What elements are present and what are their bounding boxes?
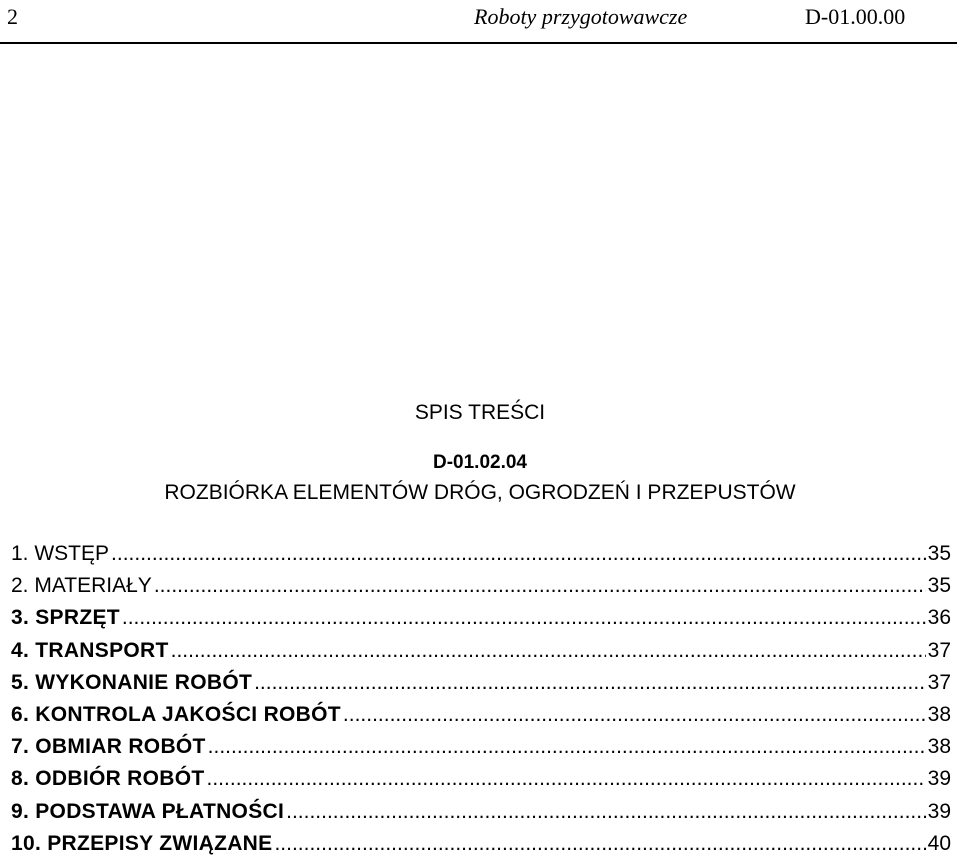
toc-entry-page: 36	[927, 606, 951, 630]
toc-entry-page: 38	[927, 735, 951, 759]
toc-entry-wykonanie-robot[interactable]	[11, 667, 951, 699]
toc-entry-page: 35	[927, 542, 951, 565]
table-of-contents	[11, 538, 951, 860]
toc-entry-odbior-robot[interactable]	[11, 763, 951, 795]
document-code: D-01.00.00	[805, 4, 906, 29]
spec-title: ROZBIÓRKA ELEMENTÓW DRÓG, OGRODZEŃ I PRZEPUSTÓW	[164, 481, 796, 504]
toc-entry-sprzet[interactable]	[11, 602, 951, 634]
toc-dot-leader	[154, 570, 926, 602]
toc-entry-page: 40	[927, 831, 951, 855]
toc-entry-label: 2. MATERIAŁY	[11, 574, 152, 598]
toc-entry-page: 38	[927, 702, 951, 726]
page-number: 2	[7, 4, 18, 29]
toc-heading: SPIS TREŚCI	[414, 401, 546, 424]
toc-entry-obmiar-robot[interactable]	[11, 731, 951, 763]
toc-entry-label: 6. KONTROLA JAKOŚCI ROBÓT	[11, 702, 341, 726]
toc-dot-leader	[171, 635, 926, 667]
toc-entry-label: 1. WSTĘP	[11, 542, 110, 565]
toc-entry-label: 10. PRZEPISY ZWIĄZANE	[11, 831, 273, 855]
toc-dot-leader	[286, 796, 926, 828]
toc-entry-label: 7. OBMIAR ROBÓT	[11, 735, 206, 759]
toc-entry-materialy[interactable]	[11, 570, 951, 602]
toc-entry-page: 39	[927, 767, 951, 791]
toc-entry-label: 4. TRANSPORT	[11, 638, 169, 662]
toc-dot-leader	[343, 699, 926, 731]
toc-entry-kontrola-jakosci[interactable]	[11, 699, 951, 731]
toc-dot-leader	[274, 828, 925, 860]
toc-entry-wstep[interactable]	[11, 538, 951, 570]
toc-entry-transport[interactable]	[11, 635, 951, 667]
toc-entry-page: 37	[927, 670, 951, 694]
toc-entry-podstawa-platnosci[interactable]	[11, 796, 951, 828]
toc-entry-page: 35	[927, 574, 951, 598]
running-title: Roboty przygotowawcze	[474, 4, 688, 29]
toc-entry-label: 9. PODSTAWA PŁATNOŚCI	[11, 799, 285, 823]
toc-dot-leader	[122, 602, 926, 634]
spec-code: D-01.02.04	[432, 452, 527, 473]
toc-entry-label: 3. SPRZĘT	[11, 606, 120, 630]
toc-entry-przepisy-zwiazane[interactable]	[11, 828, 951, 860]
toc-dot-leader	[207, 763, 926, 795]
toc-entry-label: 8. ODBIÓR ROBÓT	[11, 767, 205, 791]
toc-entry-page: 37	[927, 638, 951, 662]
page-header	[0, 0, 960, 44]
toc-dot-leader	[208, 731, 926, 763]
toc-entry-page: 39	[927, 799, 951, 823]
toc-dot-leader	[254, 667, 926, 699]
toc-entry-label: 5. WYKONANIE ROBÓT	[11, 670, 253, 694]
toc-dot-leader	[111, 538, 926, 570]
header-divider	[0, 42, 957, 44]
